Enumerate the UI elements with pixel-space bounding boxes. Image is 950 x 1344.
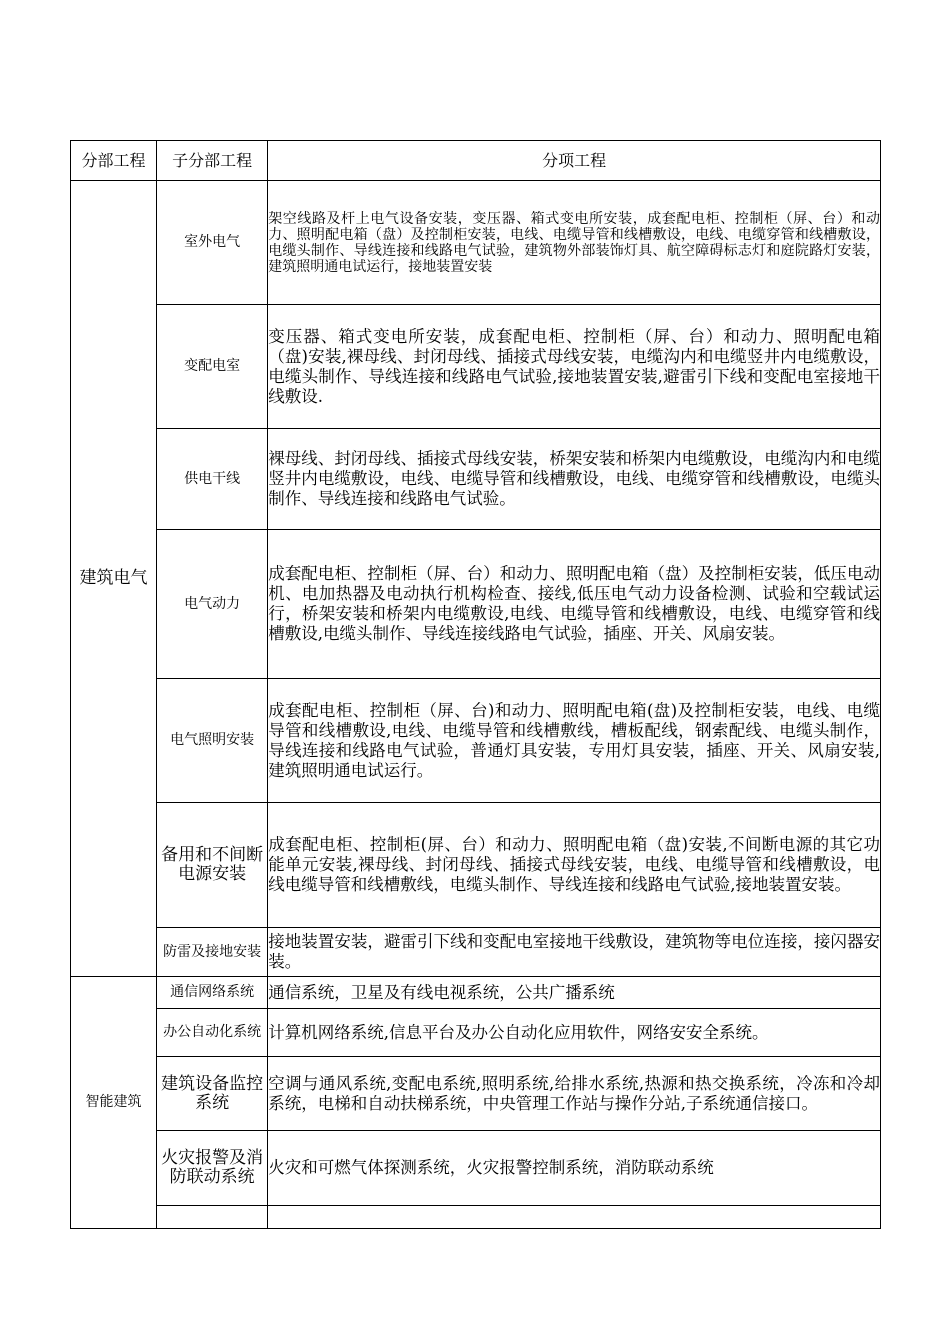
subdivision-cell: 建筑设备监控系统	[157, 1057, 268, 1131]
table-row	[71, 305, 881, 429]
table-row	[71, 181, 881, 305]
subdivision-cell: 电气动力	[157, 530, 268, 679]
subdivision-cell: 变配电室	[157, 305, 268, 429]
items-cell: 通信系统，卫星及有线电视系统，公共广播系统	[268, 977, 881, 1009]
group-name: 智能建筑	[71, 977, 157, 1229]
items-cell: 成套配电柜、控制柜（屏、台)和动力、照明配电箱(盘)及控制柜安装，电线、电缆导管和线槽敷设,电线、电缆导管和线槽敷线，槽板配线，钢索配线、电缆头制作，导线连接和线路电气试验，普通灯具安装，专用灯具安装，插座、开关、风扇安装,建筑照明通电试运行。	[268, 679, 881, 803]
items-cell: 变压器、箱式变电所安装，成套配电柜、控制柜（屏、台）和动力、照明配电箱（盘)安装,裸母线、封闭母线、插接式母线安装，电缆沟内和电缆竖井内电缆敷设，电缆头制作、导线连接和线路电气试验,接地装置安装,避雷引下线和变配电室接地干线敷设.	[268, 305, 881, 429]
subdivision-cell: 通信网络系统	[157, 977, 268, 1009]
header-items: 分项工程	[268, 141, 881, 181]
group-name: 建筑电气	[71, 181, 157, 977]
items-cell: 火灾和可燃气体探测系统，火灾报警控制系统，消防联动系统	[268, 1131, 881, 1206]
subdivision-cell: 备用和不间断电源安装	[157, 803, 268, 928]
items-cell: 成套配电柜、控制柜(屏、台）和动力、照明配电箱（盘)安装,不间断电源的其它功能单元安装,裸母线、封闭母线、插接式母线安装，电线、电缆导管和线槽敷设，电线电缆导管和线槽敷线，电缆头制作、导线连接和线路电气试验,接地装置安装。	[268, 803, 881, 928]
items-cell	[268, 1206, 881, 1229]
table-row	[71, 1009, 881, 1057]
subdivision-cell: 防雷及接地安装	[157, 928, 268, 977]
subdivision-cell	[157, 1206, 268, 1229]
items-cell: 架空线路及杆上电气设备安装，变压器、箱式变电所安装，成套配电柜、控制柜（屏、台）和动力、照明配电箱（盘）及控制柜安装，电线、电缆导管和线槽敷设，电线、电缆穿管和线槽敷设，电缆头制作、导线连接和线路电气试验，建筑物外部装饰灯具、航空障碍标志灯和庭院路灯安装，建筑照明通电试运行，接地装置安装	[268, 181, 881, 305]
division-table	[70, 140, 881, 1229]
subdivision-cell: 电气照明安装	[157, 679, 268, 803]
table-row	[71, 977, 881, 1009]
header-division: 分部工程	[71, 141, 157, 181]
subdivision-cell: 室外电气	[157, 181, 268, 305]
items-cell: 裸母线、封闭母线、插接式母线安装，桥架安装和桥架内电缆敷设，电缆沟内和电缆竖井内电缆敷设，电线、电缆导管和线槽敷设，电线、电缆穿管和线槽敷设，电缆头制作、导线连接和线路电气试验。	[268, 429, 881, 530]
table-row	[71, 928, 881, 977]
table-row	[71, 803, 881, 928]
items-cell: 接地装置安装，避雷引下线和变配电室接地干线敷设，建筑物等电位连接，接闪器安装。	[268, 928, 881, 977]
header-row	[71, 141, 881, 181]
items-cell: 计算机网络系统,信息平台及办公自动化应用软件，网络安安全系统。	[268, 1009, 881, 1057]
items-cell: 成套配电柜、控制柜（屏、台）和动力、照明配电箱（盘）及控制柜安装，低压电动机、电加热器及电动执行机构检查、接线,低压电气动力设备检测、试验和空载试运行，桥架安装和桥架内电缆敷设,电线、电缆导管和线槽敷设，电线、电缆穿管和线槽敷设,电缆头制作、导线连接线路电气试验，插座、开关、风扇安装。	[268, 530, 881, 679]
subdivision-cell: 办公自动化系统	[157, 1009, 268, 1057]
table-row	[71, 1206, 881, 1229]
table-row	[71, 530, 881, 679]
subdivision-cell: 供电干线	[157, 429, 268, 530]
table-row	[71, 679, 881, 803]
header-subdivision: 子分部工程	[157, 141, 268, 181]
subdivision-cell: 火灾报警及消防联动系统	[157, 1131, 268, 1206]
table-row	[71, 429, 881, 530]
items-cell: 空调与通风系统,变配电系统,照明系统,给排水系统,热源和热交换系统，冷冻和冷却系统，电梯和自动扶梯系统，中央管理工作站与操作分站,子系统通信接口。	[268, 1057, 881, 1131]
table-row	[71, 1131, 881, 1206]
table-row	[71, 1057, 881, 1131]
